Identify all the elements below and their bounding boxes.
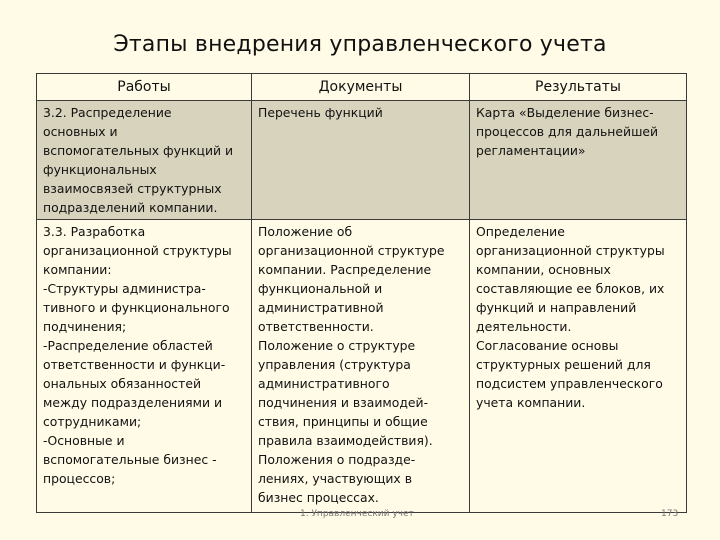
table-cell-works <box>37 220 252 513</box>
slide-title: Этапы внедрения управленческого учета <box>113 32 607 57</box>
table-cell-works <box>37 101 252 220</box>
cell-text: Положение об организационной структуре компании. Распределение функциональной и административной ответственности. Положение о структуре управления (структура административного подчинения и взаимодей- ствия, принципы и общие правила взаимодействия). Положения о подразде- лениях, участвующих в бизнес процессах. <box>258 224 445 505</box>
header-documents: Документы <box>252 74 470 101</box>
table-row <box>37 101 687 220</box>
page-number: 173 <box>661 509 679 519</box>
cell-text: 3.2. Распределение основных и вспомогательных функций и функциональных взаимосвязей структурных подразделений компании. <box>43 105 234 215</box>
table-cell-documents <box>252 220 470 513</box>
cell-text: Перечень функций <box>258 105 383 120</box>
table-cell-results <box>470 220 687 513</box>
table-cell-documents <box>252 101 470 220</box>
table-cell-results <box>470 101 687 220</box>
cell-text: Определение организационной структуры компании, основных составляющие ее блоков, их функций и направлений деятельности. Согласование основы структурных решений для подсистем управленческого учета компании. <box>476 224 665 410</box>
table-row <box>37 220 687 513</box>
cell-text: Карта «Выделение бизнес- процессов для дальнейшей регламентации» <box>476 105 659 158</box>
header-works: Работы <box>37 74 252 101</box>
header-results: Результаты <box>470 74 687 101</box>
cell-text: 3.3. Разработка организационной структуры компании: -Структуры администра- тивного и функционального подчинения; -Распределение областей ответственности и функци- ональных обязанностей между подразделениями и сотрудниками; -Основные и вспомогательные бизнес - процессов; <box>43 224 232 486</box>
stages-table <box>36 73 687 513</box>
footer-note: 1. Управленческий учет <box>300 509 414 519</box>
table-header-row <box>37 74 687 101</box>
